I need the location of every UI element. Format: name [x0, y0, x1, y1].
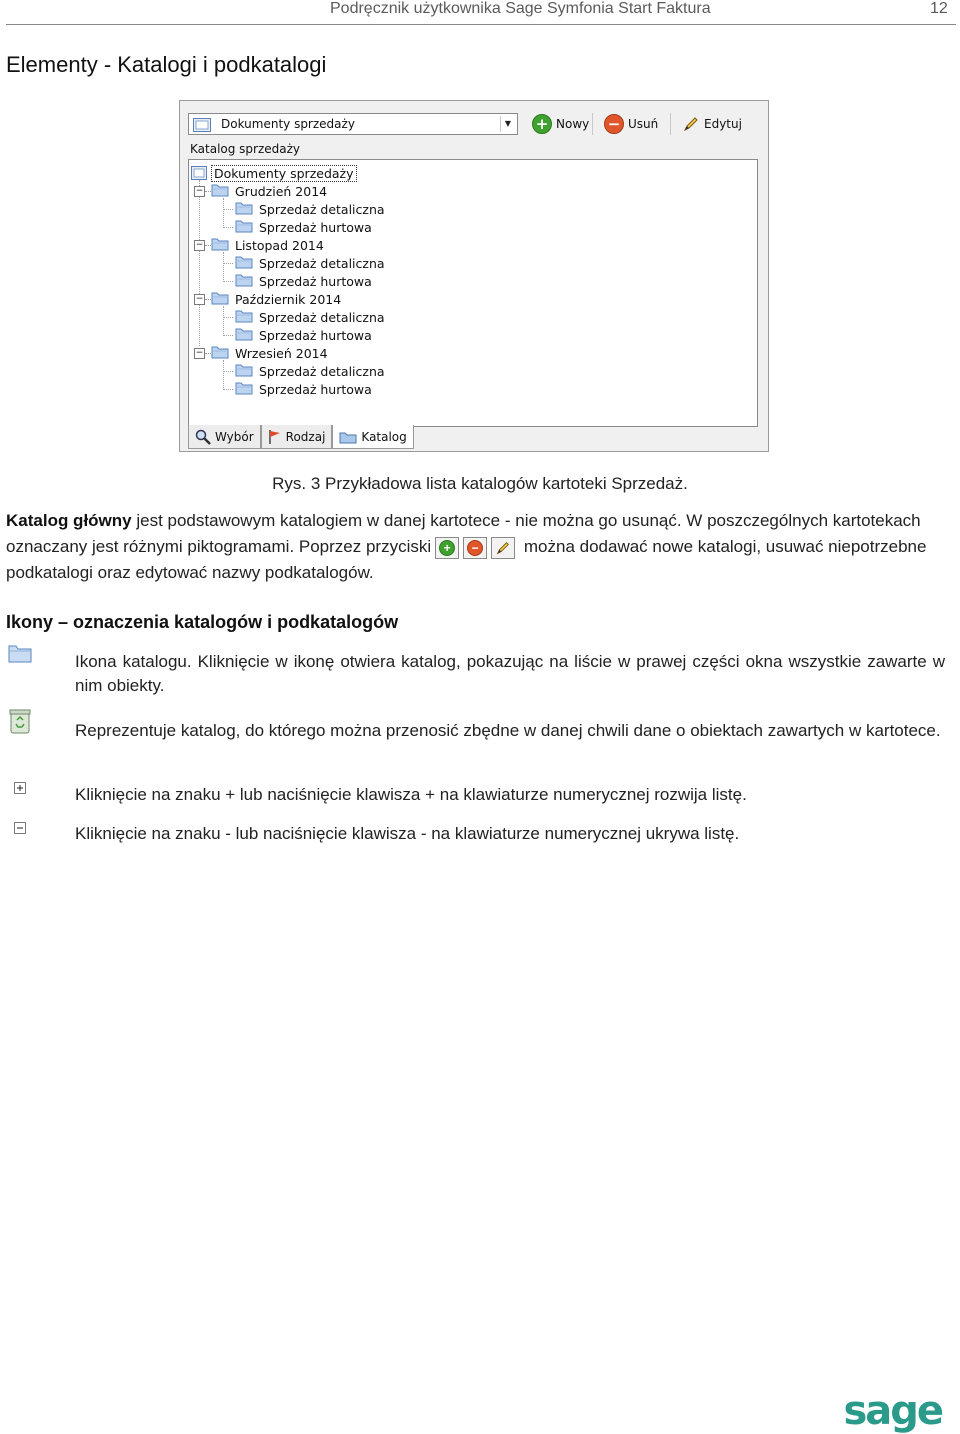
folder-icon [235, 381, 253, 398]
tree-month-node[interactable] [211, 344, 328, 362]
tree-subcatalog-label: Sprzedaż detaliczna [259, 255, 385, 271]
add-button-label: Nowy [556, 117, 590, 131]
tree-line [223, 209, 233, 210]
collapse-minus-icon[interactable]: − [195, 186, 204, 196]
tab-katalog[interactable] [332, 425, 413, 449]
tree-subcatalog-node[interactable] [235, 272, 372, 290]
add-button[interactable] [528, 112, 593, 136]
flag-icon [268, 429, 282, 445]
document-type-combo[interactable] [188, 113, 518, 135]
folder-icon [339, 430, 357, 444]
tree-month-node[interactable] [211, 290, 341, 308]
tree-subcatalog-node[interactable] [235, 362, 385, 380]
tree-line [223, 252, 224, 282]
main-catalog-term: Katalog główny [6, 511, 132, 530]
tree-month-label: Październik 2014 [235, 291, 342, 307]
combo-value: Dokumenty sprzedaży [221, 117, 355, 131]
tree-subcatalog-label: Sprzedaż hurtowa [259, 381, 372, 397]
header-divider [6, 24, 956, 25]
inline-buttons [435, 537, 515, 559]
tree-line [223, 317, 233, 318]
folder-icon [235, 309, 253, 326]
tree-subcatalog-node[interactable] [235, 308, 385, 326]
tab-wybor[interactable] [188, 425, 261, 449]
tree-month-node[interactable] [211, 236, 324, 254]
page-number: 12 [930, 0, 948, 17]
pencil-icon [682, 115, 700, 133]
tab-wybor-label: Wybór [215, 429, 254, 444]
tree-line [223, 371, 233, 372]
folder-description: Ikona katalogu. Kliknięcie w ikonę otwiera katalog, pokazując na liście w prawej części okna wszystkie zawarte w nim obiekty. [75, 652, 945, 695]
folder-icon [235, 363, 253, 380]
tree-line [223, 263, 233, 264]
tree-subcatalog-label: Sprzedaż detaliczna [259, 201, 385, 217]
tree-line [223, 389, 233, 390]
collapse-minus-icon [14, 821, 26, 839]
add-inline-icon: + [435, 537, 459, 559]
folder-icon [211, 345, 229, 362]
folder-icon [235, 201, 253, 218]
icons-heading: Ikony – oznaczenia katalogów i podkatalogów [6, 612, 399, 632]
toolbar-separator [592, 113, 593, 135]
tree-subcatalog-node[interactable] [235, 218, 372, 236]
edit-button-label: Edytuj [704, 117, 742, 131]
tree-subcatalog-node[interactable] [235, 380, 372, 398]
tree-root-label: Dokumenty sprzedaży [211, 165, 357, 182]
section-title: Elementy - Katalogi i podkatalogi [6, 52, 327, 77]
folder-icon [235, 273, 253, 290]
tree-subcatalog-label: Sprzedaż hurtowa [259, 219, 372, 235]
folder-icon [235, 219, 253, 236]
tree-month-label: Grudzień 2014 [235, 183, 328, 199]
header-title: Podręcznik użytkownika Sage Symfonia Start Faktura [330, 0, 711, 17]
catalog-window-screenshot [179, 100, 769, 452]
catalog-root-icon [191, 166, 207, 180]
edit-inline-icon [491, 537, 515, 559]
collapse-minus-icon[interactable]: − [195, 294, 204, 304]
tree-subcatalog-label: Sprzedaż detaliczna [259, 363, 385, 379]
plus-circle-icon: + [532, 114, 552, 134]
sage-logo: sage [843, 1388, 942, 1434]
tree-subcatalog-node[interactable] [235, 254, 385, 272]
tab-rodzaj-label: Rodzaj [285, 429, 326, 444]
paragraph-text: jest podstawowym katalogiem w danej kartotece - nie można go usunąć. W poszczególnych kartotekach oznaczany jest różnymi piktogramami. Poprzez przyciski [6, 511, 921, 556]
tree-root[interactable] [191, 164, 357, 182]
tree-subcatalog-label: Sprzedaż hurtowa [259, 273, 372, 289]
collapse-description: Kliknięcie na znaku - lub naciśnięcie klawisza - na klawiaturze numerycznej ukrywa listę. [75, 824, 740, 843]
expand-plus-icon [14, 781, 26, 799]
tree-line [223, 198, 224, 228]
edit-button[interactable] [678, 112, 746, 136]
tree-line [223, 227, 233, 228]
chevron-down-icon[interactable]: ▼ [500, 116, 515, 132]
folder-icon [235, 255, 253, 272]
catalog-tree[interactable] [188, 159, 758, 427]
tree-subcatalog-node[interactable] [235, 200, 385, 218]
delete-button-label: Usuń [628, 117, 659, 131]
folder-icon [211, 291, 229, 308]
tree-line [223, 306, 224, 336]
tree-month-label: Wrzesień 2014 [235, 345, 328, 361]
bottom-tabs [188, 425, 414, 449]
delete-button[interactable] [600, 112, 662, 136]
tree-subcatalog-node[interactable] [235, 326, 372, 344]
folder-icon [211, 183, 229, 200]
tree-month-node[interactable] [211, 182, 327, 200]
tree-line [199, 180, 200, 346]
figure-caption: Rys. 3 Przykładowa lista katalogów kartoteki Sprzedaż. [272, 474, 688, 493]
toolbar-separator [670, 113, 671, 135]
delete-inline-icon: − [463, 537, 487, 559]
tab-katalog-label: Katalog [361, 429, 407, 444]
tree-month-label: Listopad 2014 [235, 237, 324, 253]
collapse-minus-icon[interactable]: − [195, 348, 204, 358]
expand-description: Kliknięcie na znaku + lub naciśnięcie klawisza + na klawiaturze numerycznej rozwija listę. [75, 785, 747, 804]
paragraph-text-end: można dodawać nowe katalogi, usuwać niepotrzebne podkatalogi oraz edytować nazwy podkatalogów. [6, 537, 927, 582]
collapse-minus-icon[interactable]: − [195, 240, 204, 250]
minus-circle-icon: − [604, 114, 624, 134]
magnifier-icon [195, 429, 211, 445]
tree-line [223, 360, 224, 390]
tree-line [223, 335, 233, 336]
recycle-bin-icon [8, 708, 32, 739]
tree-line [223, 281, 233, 282]
folder-icon [8, 642, 32, 669]
folder-icon [235, 327, 253, 344]
recycle-bin-description: Reprezentuje katalog, do którego można przenosić zbędne w danej chwili dane o obiektach zawartych w kartotece. [75, 721, 941, 740]
folder-icon [211, 237, 229, 254]
catalog-label: Katalog sprzedaży [190, 142, 301, 156]
tree-subcatalog-label: Sprzedaż detaliczna [259, 309, 385, 325]
paragraph-main-catalog [6, 508, 946, 586]
tree-subcatalog-label: Sprzedaż hurtowa [259, 327, 372, 343]
tab-rodzaj[interactable] [261, 425, 333, 449]
catalog-root-icon [193, 118, 211, 135]
